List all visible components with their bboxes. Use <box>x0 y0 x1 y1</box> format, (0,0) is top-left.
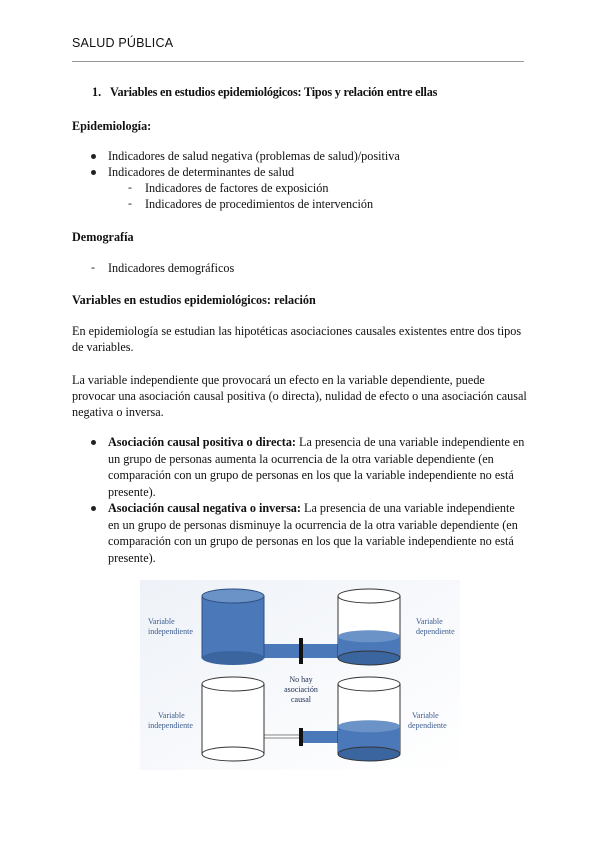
tank-top-left <box>202 589 264 665</box>
tank-bottom-right <box>338 677 400 761</box>
bullet-icon <box>91 170 96 175</box>
epidemiologia-heading: Epidemiología: <box>72 119 152 133</box>
label-middle-3: causal <box>291 695 311 704</box>
definition: La presencia de una variable independiente en un grupo de personas aumenta la ocurrencia de la otra variable dependiente (en comparación con un grupo de personas en los que la variable independiente no está presente). <box>108 435 525 499</box>
list-item: Indicadores de determinantes de salud <box>108 165 295 179</box>
sub-list-item: Indicadores de procedimientos de intervención <box>145 197 374 211</box>
label-bottom-right-2: dependiente <box>408 721 447 730</box>
section-title: Variables en estudios epidemiológicos: Tipos y relación entre ellas <box>110 85 438 99</box>
dash-icon: - <box>128 196 132 210</box>
pipe-empty <box>262 735 302 738</box>
pipe <box>302 731 340 743</box>
term: Asociación causal negativa o inversa: <box>108 501 301 515</box>
label-bottom-left-1: Variable <box>158 711 185 720</box>
demografia-heading: Demografía <box>72 230 134 244</box>
term: Asociación causal positiva o directa: <box>108 435 296 449</box>
header-rule <box>72 61 524 62</box>
bullet-icon <box>91 506 96 511</box>
list-item: Indicadores de salud negativa (problemas de salud)/positiva <box>108 149 400 163</box>
running-header: SALUD PÚBLICA <box>72 36 174 50</box>
sub-list-item: Indicadores de factores de exposición <box>145 181 329 195</box>
paragraph: La variable independiente que provocará un efecto en la variable dependiente, puede provocar una asociación causal positiva (o directa), nulidad de efecto o una asociación causal negativa o inversa. <box>72 373 527 419</box>
label-bottom-right-1: Variable <box>412 711 439 720</box>
label-middle-1: No hay <box>289 675 313 684</box>
fill-surface <box>338 720 400 732</box>
tank-bottom-left <box>202 677 264 761</box>
label-top-left-2: independiente <box>148 627 193 636</box>
label-top-left-1: Variable <box>148 617 175 626</box>
label-top-right-1: Variable <box>416 617 443 626</box>
paragraph: En epidemiología se estudian las hipotéticas asociaciones causales existentes entre dos tipos de variables. <box>72 324 522 354</box>
valve <box>299 728 303 746</box>
definition: La presencia de una variable independiente en un grupo de personas disminuye la ocurrencia de la otra variable dependiente (en comparación con un grupo de personas en los que la variable independiente no está presente). <box>108 501 518 565</box>
fill-surface <box>338 630 400 642</box>
section-number: 1. <box>92 85 102 99</box>
list-item: Indicadores demográficos <box>108 261 235 275</box>
dash-icon: - <box>128 180 132 194</box>
label-top-right-2: dependiente <box>416 627 455 636</box>
bullet-icon <box>91 154 96 159</box>
bullet-icon <box>91 440 96 445</box>
list-item <box>108 500 528 566</box>
label-bottom-left-2: independiente <box>148 721 193 730</box>
relacion-heading: Variables en estudios epidemiológicos: relación <box>72 293 316 307</box>
label-middle-2: asociación <box>284 685 318 694</box>
association-diagram <box>140 580 460 770</box>
list-item <box>108 434 528 500</box>
valve <box>299 638 303 664</box>
tank-top-right <box>338 589 400 665</box>
dash-icon: - <box>91 260 95 274</box>
